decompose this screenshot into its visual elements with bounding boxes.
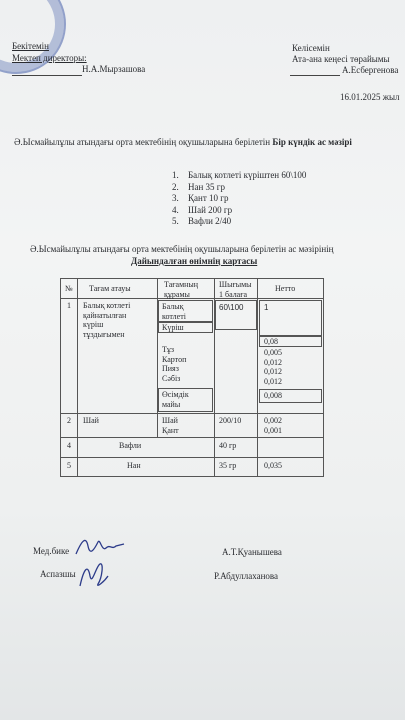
director-signature-line xyxy=(12,66,82,76)
cook-role: Аспазшы xyxy=(40,569,76,579)
row1-netto-1: 1 xyxy=(264,303,269,312)
row5-netto: 0,035 xyxy=(264,461,282,470)
list-item: 4. Шай 200 гр xyxy=(172,204,233,215)
row2-yield: 200/10 xyxy=(219,416,242,425)
row5-yield: 35 гр xyxy=(219,461,237,470)
row1-netto-2: 0,08 xyxy=(264,337,278,346)
row1-comp-rice: Күріш xyxy=(162,323,184,332)
list-item: 5. Вафли 2/40 xyxy=(172,216,232,226)
row2-netto: 0,002 0,001 xyxy=(264,416,282,435)
row5-number: 5 xyxy=(67,461,71,470)
header-dish-name: Тағам атауы xyxy=(89,284,131,293)
header-composition: Тағамның құрамы xyxy=(164,280,199,299)
row1-dish-name: Балық котлеті қайнатылған күріш тұздығымен xyxy=(83,301,131,339)
header-no: № xyxy=(65,284,73,293)
row1-comp-fish: Балық котлеті xyxy=(162,302,186,321)
row1-number: 1 xyxy=(67,301,71,310)
product-card-table xyxy=(60,278,324,477)
director-role: Мектеп директоры: xyxy=(12,53,87,63)
row5-dish-name: Нан xyxy=(127,461,141,470)
council-name: А.Есбергенова xyxy=(342,65,399,75)
row2-comp: Шай Қант xyxy=(162,416,179,435)
document-date: 16.01.2025 жыл xyxy=(340,92,400,102)
nurse-name: А.Т.Қуанышева xyxy=(222,547,282,557)
director-name: Н.А.Мырзашова xyxy=(82,64,146,74)
card-heading: Ә.Ысмайылұлы атындағы орта мектебінің оқушыларына берілетін ас мәзірінің xyxy=(30,244,334,254)
list-item: 2. Нан 35 гр xyxy=(172,181,226,192)
intro-bold: Бір күндік ас мәзірі xyxy=(272,137,352,147)
parents-council-role: Ата-ана кеңесі төрайымы xyxy=(292,54,390,64)
daily-menu-list xyxy=(172,170,306,228)
council-signature-line xyxy=(290,67,340,76)
header-yield: Шығымы 1 балаға xyxy=(219,280,252,299)
row1-yield: 60\100 xyxy=(219,303,244,312)
row2-number: 2 xyxy=(67,416,71,425)
cook-signature xyxy=(74,558,114,594)
list-item: 1. Балық котлеті күріштен 60\100 xyxy=(172,170,307,180)
nurse-role: Мед.бике xyxy=(33,546,70,556)
header-netto: Нетто xyxy=(275,284,296,293)
intro-text: Ә.Ысмайылұлы атындағы орта мектебінің оқушыларына берілетін xyxy=(14,137,271,147)
row2-dish-name: Шай xyxy=(83,416,99,425)
card-title: Дайындалған өнімнің картасы xyxy=(131,256,258,266)
intro-line xyxy=(14,137,352,148)
row1-netto-veg: 0,005 0,012 0,012 0,012 xyxy=(264,348,282,386)
row1-comp-veg: Тұз Картоп Пияз Сәбіз xyxy=(162,345,187,383)
approve-title: Бекітемін xyxy=(12,41,49,51)
row1-netto-oil: 0,008 xyxy=(264,391,282,400)
row4-yield: 40 гр xyxy=(219,441,237,450)
cook-name: Р.Абдуллаханова xyxy=(214,571,279,581)
row4-dish-name: Вафли xyxy=(119,441,142,450)
row1-comp-oil: Өсімдік майы xyxy=(162,390,189,409)
list-item: 3. Қант 10 гр xyxy=(172,193,229,203)
row4-number: 4 xyxy=(67,441,71,450)
agree-title: Келісемін xyxy=(292,43,330,53)
